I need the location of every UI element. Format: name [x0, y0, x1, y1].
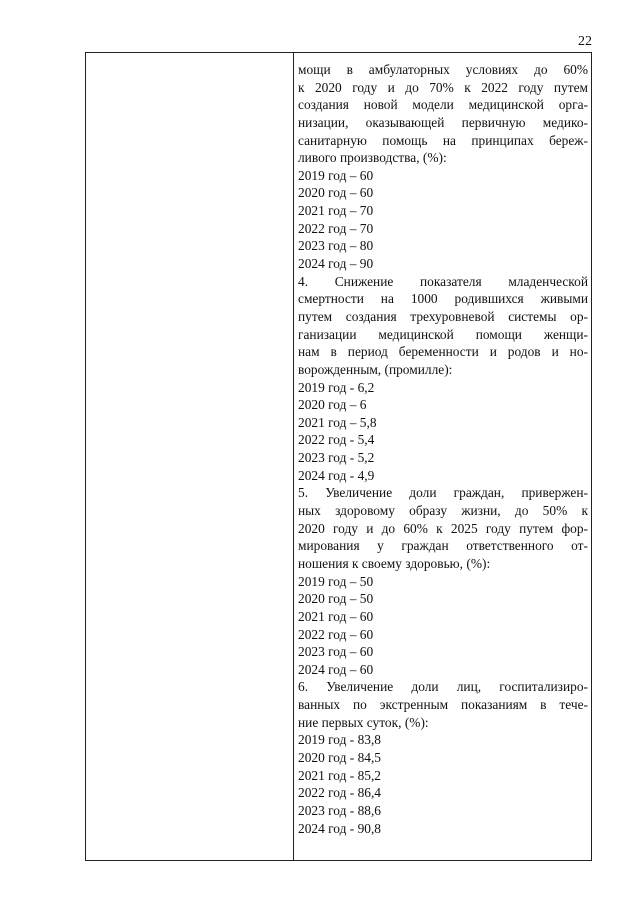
text-line: 2020 год – 50 [298, 591, 374, 607]
text-line: 2022 год - 5,4 [298, 432, 375, 448]
text-line: 2020 году и до 60% к 2025 году путем фор- [298, 520, 588, 536]
text-line: 5. Увеличение доли граждан, привержен- [298, 485, 588, 501]
document-table [85, 52, 592, 861]
text-line: 2019 год – 60 [298, 167, 374, 183]
text-line: смертности на 1000 родившихся живыми [298, 291, 588, 307]
text-line: ных здоровому образу жизни, до 50% к [298, 503, 588, 519]
text-line: 2019 год - 6,2 [298, 379, 375, 395]
text-line: низации, оказывающей первичную медико- [298, 114, 588, 130]
text-line: ливого производства, (%): [298, 150, 447, 166]
text-line: ношения к своему здоровью, (%): [298, 555, 491, 571]
text-line: 2020 год – 6 [298, 397, 367, 413]
text-line: 2023 год – 60 [298, 644, 374, 660]
text-line: 2019 год - 83,8 [298, 732, 381, 748]
text-line: создания новой модели медицинской орга- [298, 97, 588, 113]
text-line: 2024 год - 4,9 [298, 467, 375, 483]
text-line: ганизации медицинской помощи женщи- [298, 326, 588, 342]
text-line: 2024 год – 90 [298, 256, 374, 272]
text-line: ванных по экстренным показаниям в тече- [298, 697, 588, 713]
text-line: нам в период беременности и родов и но- [298, 344, 588, 360]
text-line: 2021 год – 60 [298, 608, 374, 624]
page-number: 22 [578, 34, 592, 49]
text-line: санитарную помощь на принципах береж- [298, 132, 588, 148]
text-line: 2020 год – 60 [298, 185, 374, 201]
text-line: 2021 год – 70 [298, 203, 374, 219]
column-divider [293, 53, 294, 860]
text-line: мощи в амбулаторных условиях до 60% [298, 62, 588, 77]
text-line: 2023 год - 88,6 [298, 802, 381, 818]
text-line: путем создания трехуровневой системы ор- [298, 308, 588, 324]
text-line: к 2020 году и до 70% к 2022 году путем [298, 79, 588, 95]
text-line: 2024 год – 60 [298, 661, 374, 677]
text-line: 2023 год – 80 [298, 238, 374, 254]
text-line: 2021 год – 5,8 [298, 414, 377, 430]
text-line: 2019 год – 50 [298, 573, 374, 589]
text-line: 2024 год - 90,8 [298, 820, 381, 836]
text-line: 2021 год - 85,2 [298, 767, 381, 783]
text-line: 2023 год - 5,2 [298, 450, 375, 466]
text-line: мирования у граждан ответственного от- [298, 538, 588, 554]
text-line: 2022 год – 70 [298, 220, 374, 236]
text-line: 2022 год – 60 [298, 626, 374, 642]
text-line: 2022 год - 86,4 [298, 785, 381, 801]
text-line: 4. Снижение показателя младенческой [298, 273, 588, 289]
text-line: 2020 год - 84,5 [298, 749, 381, 765]
text-line: ние первых суток, (%): [298, 714, 429, 730]
text-line: ворожденным, (промилле): [298, 361, 453, 377]
right-column-cell [298, 61, 588, 837]
text-line: 6. Увеличение доли лиц, госпитализиро- [298, 679, 588, 695]
